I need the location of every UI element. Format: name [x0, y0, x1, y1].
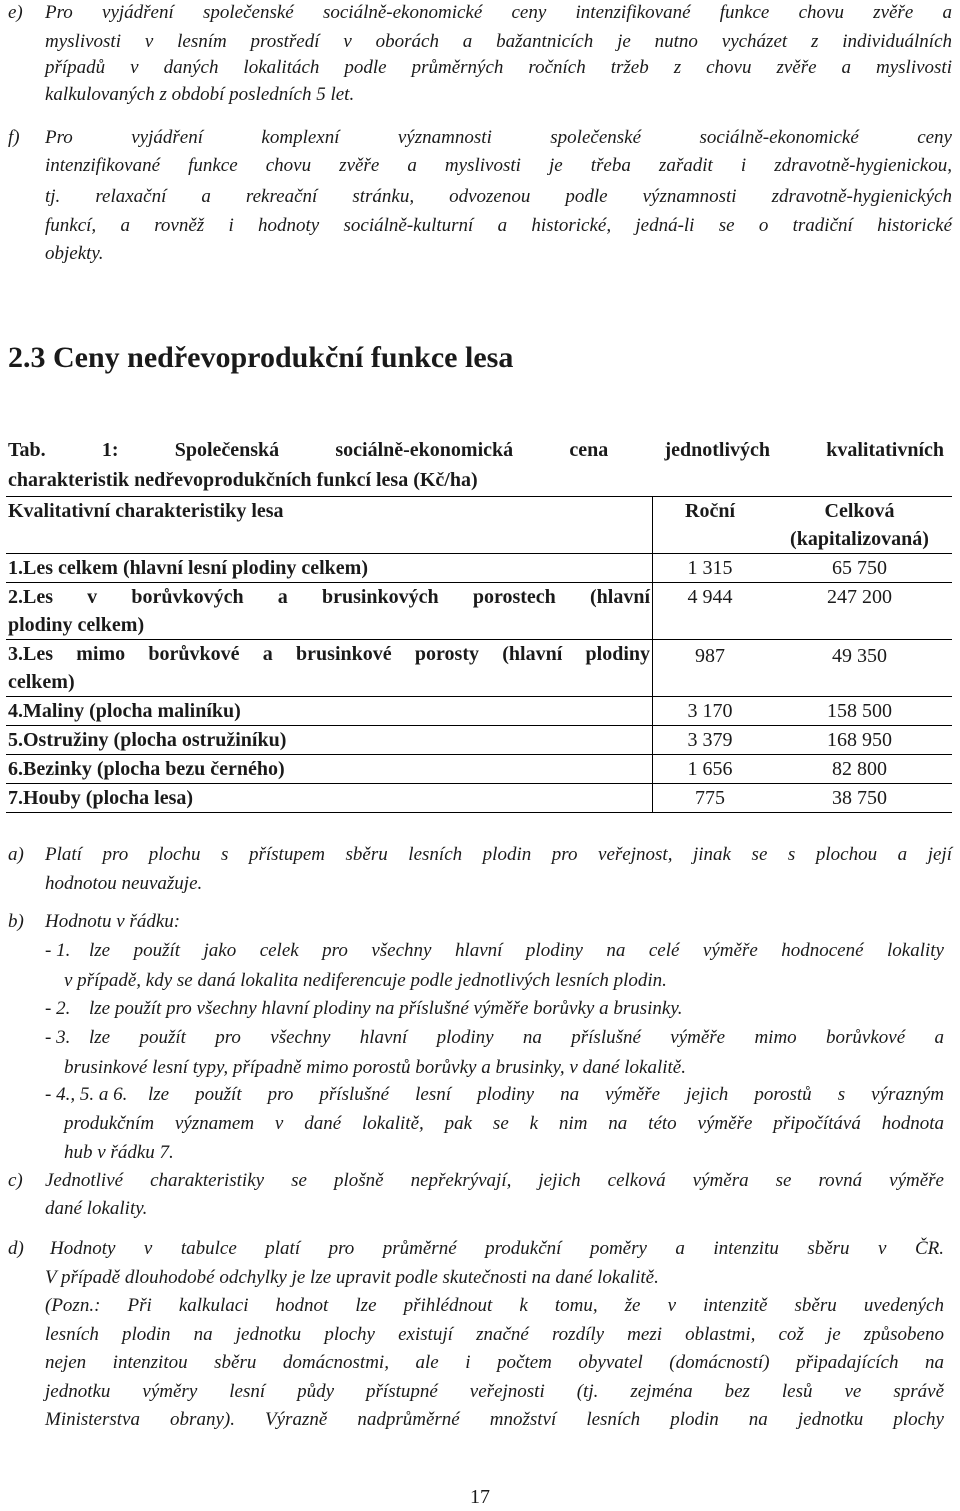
- row-label-cont: celkem): [8, 671, 75, 693]
- note-d-line: Ministerstva obrany). Výrazně nadprůměrné množství lesních plodin na jednotku plochy: [45, 1409, 944, 1430]
- row-label: 2.Les v borůvkových a brusinkových porostech (hlavní: [8, 586, 650, 608]
- note-b-item-dash: - 3.: [45, 1027, 71, 1048]
- row-label: 1.Les celkem (hlavní lesní plodiny celkem): [8, 557, 368, 579]
- row-annual: 1 656: [653, 755, 768, 784]
- note-d-line: Hodnoty v tabulce platí pro průměrné produkční poměry a intenzitu sběru v ČR.: [50, 1238, 944, 1259]
- row-total: 38 750: [767, 784, 952, 813]
- row-total: 82 800: [767, 755, 952, 784]
- paragraph-f-line: intenzifikované funkce chovu zvěře a myslivosti je třeba zařadit i zdravotně-hygienickou,: [45, 155, 952, 176]
- note-b-item-line: lze použít pro všechny hlavní plodiny na příslušné výměře borůvky a brusinky.: [89, 998, 683, 1019]
- note-b-item-line: brusinkové lesní typy, případně mimo porostů borůvky a brusinky, v dané lokalitě.: [64, 1057, 686, 1078]
- note-c-line: Jednotlivé charakteristiky se plošně nepřekrývají, jejich celková výměra se rovná výměře: [45, 1170, 944, 1191]
- row-total: 247 200: [767, 583, 952, 640]
- row-annual: 987: [653, 640, 768, 697]
- table-header-row: [6, 497, 952, 554]
- paragraph-f-line: objekty.: [45, 243, 104, 264]
- table-row: [6, 554, 952, 583]
- note-b-item-line: lze použít jako celek pro všechny hlavní plodiny na celé výměře hodnocené lokality: [89, 940, 944, 961]
- note-b-intro: Hodnotu v řádku:: [45, 911, 181, 932]
- row-label: 6.Bezinky (plocha bezu černého): [8, 758, 285, 780]
- table-title-line-2: charakteristik nedřevoprodukčních funkcí lesa (Kč/ha): [8, 469, 478, 491]
- value-table: [6, 496, 952, 813]
- table-row: [6, 726, 952, 755]
- page-number: 17: [470, 1486, 490, 1508]
- row-label: 3.Les mimo borůvkové a brusinkové porosty (hlavní plodiny: [8, 643, 650, 665]
- row-annual: 3 379: [653, 726, 768, 755]
- table-row: [6, 755, 952, 784]
- note-d-line: V případě dlouhodobé odchylky je lze upravit podle skutečnosti na dané lokalitě.: [45, 1267, 659, 1288]
- table-row: [6, 583, 952, 640]
- row-label: 5.Ostružiny (plocha ostružiníku): [8, 729, 287, 751]
- paragraph-e-label: e): [8, 2, 23, 23]
- note-c-label: c): [8, 1170, 23, 1191]
- table-title-line-1: Tab. 1: Společenská sociálně-ekonomická cena jednotlivých kvalitativních: [8, 439, 944, 461]
- row-label-cont: plodiny celkem): [8, 614, 145, 636]
- header-characteristics: Kvalitativní charakteristiky lesa: [6, 497, 653, 554]
- row-label: 4.Maliny (plocha maliníku): [8, 700, 241, 722]
- note-a-line: Platí pro plochu s přístupem sběru lesních plodin pro veřejnost, jinak se s plochou a její: [45, 844, 952, 865]
- note-a-label: a): [8, 844, 24, 865]
- row-annual: 775: [653, 784, 768, 813]
- note-d-label: d): [8, 1238, 24, 1259]
- paragraph-e-line: Pro vyjádření společenské sociálně-ekonomické ceny intenzifikované funkce chovu zvěře a: [45, 2, 952, 23]
- header-annual: Roční: [653, 497, 768, 554]
- paragraph-f-line: funkcí, a rovněž i hodnoty sociálně-kulturní a historické, jedná-li se o tradiční historické: [45, 215, 952, 236]
- note-c-line: dané lokality.: [45, 1198, 148, 1219]
- row-total: 49 350: [767, 640, 952, 697]
- paragraph-f-label: f): [8, 127, 20, 148]
- note-d-line: lesních plodin na jednotku plochy existují značné rozdíly mezi oblastmi, což je způsobeno: [45, 1324, 944, 1345]
- row-total: 65 750: [767, 554, 952, 583]
- note-b-item-line: lze použít pro všechny hlavní plodiny na příslušné výměře mimo borůvkové a: [89, 1027, 944, 1048]
- paragraph-f-line: tj. relaxační a rekreační stránku, odvozenou podle významnosti zdravotně-hygienických: [45, 186, 952, 207]
- row-total: 168 950: [767, 726, 952, 755]
- table-row: [6, 697, 952, 726]
- note-d-line: jednotku výměry lesní půdy přístupné veřejnosti (tj. zejména bez lesů ve správě: [45, 1381, 944, 1402]
- table-row: [6, 640, 952, 697]
- row-annual: 3 170: [653, 697, 768, 726]
- note-b-item-line: v případě, kdy se daná lokalita nediferencuje podle jednotlivých lesních plodin.: [64, 970, 667, 991]
- note-d-line: nejen intenzitou sběru domácnostmi, ale i počtem obyvatel (domácností) připadajících na: [45, 1352, 944, 1373]
- paragraph-f-line: Pro vyjádření komplexní významnosti společenské sociálně-ekonomické ceny: [45, 127, 952, 148]
- note-b-item-dash: - 1.: [45, 940, 71, 961]
- row-annual: 1 315: [653, 554, 768, 583]
- note-b-item-line: produkčním významem v dané lokalitě, pak se k nim na této výměře připočítává hodnota: [64, 1113, 944, 1134]
- note-b-label: b): [8, 911, 24, 932]
- section-heading: 2.3 Ceny nedřevoprodukční funkce lesa: [8, 341, 514, 374]
- paragraph-e-line: myslivosti v lesním prostředí v oborách a bažantnicích je nutno vycházet z individuálních: [45, 31, 952, 52]
- paragraph-e-line: případů v daných lokalitách podle průměrných ročních tržeb z chovu zvěře a myslivosti: [45, 57, 952, 78]
- row-total: 158 500: [767, 697, 952, 726]
- note-b-item-line: hub v řádku 7.: [64, 1142, 174, 1163]
- note-a-line: hodnotou neuvažuje.: [45, 873, 203, 894]
- note-d-line: (Pozn.: Při kalkulaci hodnot lze přihlédnout k tomu, že v intenzitě sběru uvedených: [45, 1295, 944, 1316]
- table-row: [6, 784, 952, 813]
- row-label: 7.Houby (plocha lesa): [8, 787, 194, 809]
- note-b-item-dash: - 2.: [45, 998, 71, 1019]
- row-annual: 4 944: [653, 583, 768, 640]
- paragraph-e-line: kalkulovaných z období posledních 5 let.: [45, 84, 355, 105]
- note-b-item-dash: - 4., 5. a 6.: [45, 1084, 128, 1105]
- header-total: Celková (kapitalizovaná): [767, 497, 952, 554]
- note-b-item-line: lze použít pro příslušné lesní plodiny na výměře jejich porostů s výrazným: [148, 1084, 944, 1105]
